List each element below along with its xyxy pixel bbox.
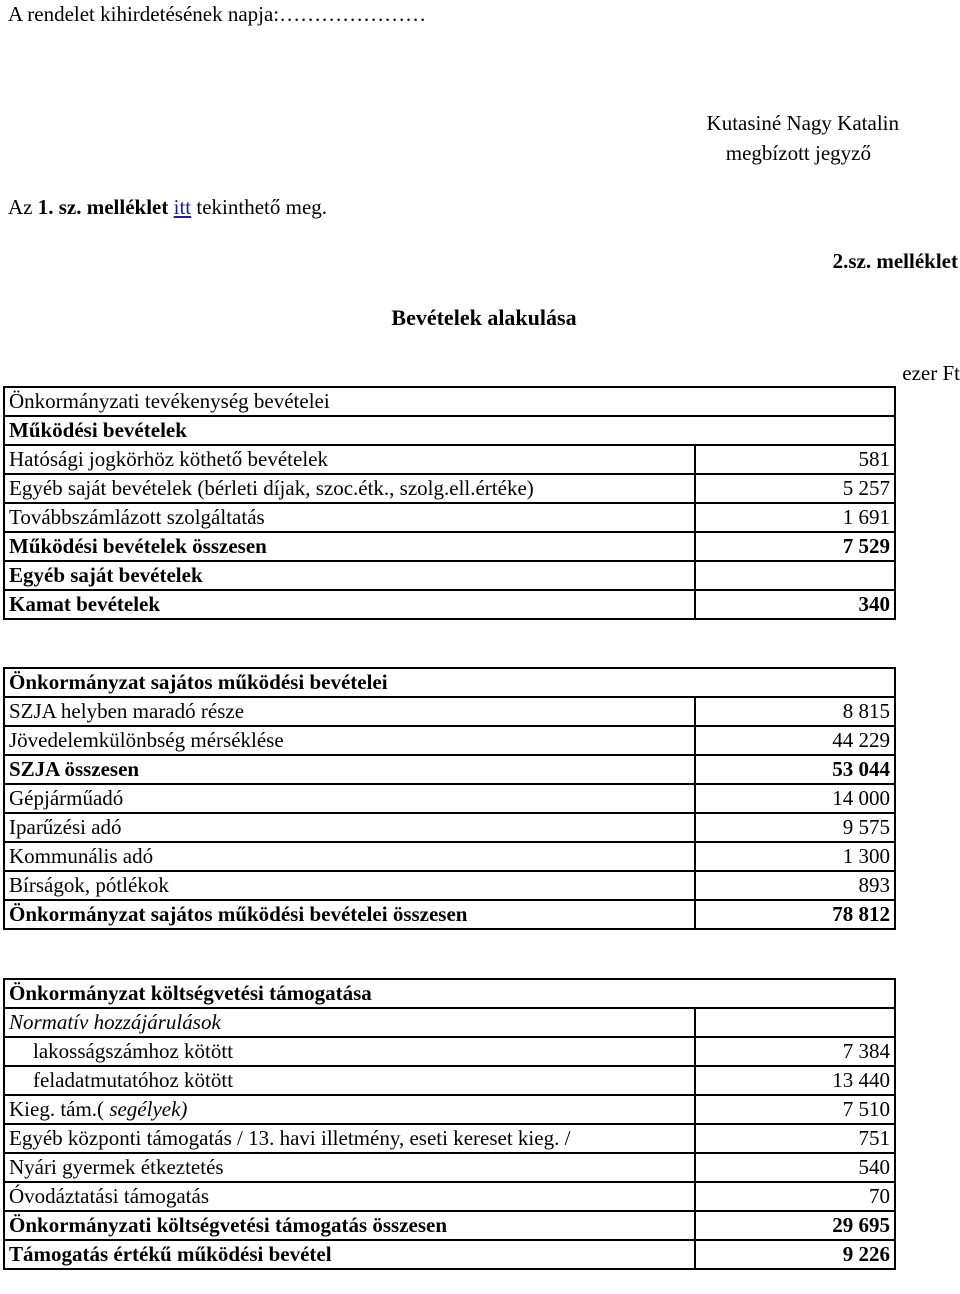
signer-title: megbízott jegyző — [725, 141, 871, 165]
row-value: 14 000 — [695, 784, 895, 813]
table-row — [4, 784, 895, 813]
table-row — [4, 1095, 895, 1124]
operating-revenue-table — [3, 386, 896, 620]
total-label: Működési bevételek összesen — [4, 532, 695, 561]
table-row — [4, 697, 895, 726]
total-label: Önkormányzat sajátos működési bevételei összesen — [4, 900, 695, 929]
annex-reference — [8, 195, 327, 220]
total-value: 29 695 — [695, 1211, 895, 1240]
row-value: 9 575 — [695, 813, 895, 842]
row-value: 70 — [695, 1182, 895, 1211]
subsection-heading: Működési bevételek — [4, 416, 895, 445]
annex-label: 2.sz. melléklet — [832, 249, 958, 273]
total-value: 7 529 — [695, 532, 895, 561]
total-label: Önkormányzati költségvetési támogatás összesen — [4, 1211, 695, 1240]
row-value: 7 384 — [695, 1037, 895, 1066]
page-title: Bevételek alakulása — [391, 305, 577, 330]
section-heading: Önkormányzat költségvetési támogatása — [4, 979, 895, 1008]
table-row — [4, 726, 895, 755]
row-label: Egyéb saját bevételek — [4, 561, 695, 590]
table-row — [4, 1037, 895, 1066]
ref-suffix: tekinthető meg. — [196, 195, 328, 219]
table-row — [4, 474, 895, 503]
signature-block — [0, 108, 899, 168]
unit-label: ezer Ft — [902, 361, 960, 385]
row-value: 1 691 — [695, 503, 895, 532]
row-label: Nyári gyermek étkeztetés — [4, 1153, 695, 1182]
row-label: Iparűzési adó — [4, 813, 695, 842]
row-value: 44 229 — [695, 726, 895, 755]
table-row — [4, 532, 895, 561]
row-label: Egyéb saját bevételek (bérleti díjak, szoc.étk., szolg.ell.értéke) — [4, 474, 695, 503]
row-value: 893 — [695, 871, 895, 900]
kieg-italic: segélyek) — [104, 1097, 188, 1121]
row-value: 7 510 — [695, 1095, 895, 1124]
row-label: Bírságok, pótlékok — [4, 871, 695, 900]
promulgation-date-line: A rendelet kihirdetésének napja:………………… — [8, 2, 427, 26]
special-revenue-table — [3, 667, 896, 930]
ref-annex-name: 1. sz. melléklet — [37, 195, 169, 219]
row-label: Gépjárműadó — [4, 784, 695, 813]
table-row — [4, 668, 895, 697]
row-value: 5 257 — [695, 474, 895, 503]
row-label: feladatmutatóhoz kötött — [4, 1066, 695, 1095]
row-value: 1 300 — [695, 842, 895, 871]
kieg-prefix: Kieg. tám.( — [9, 1097, 105, 1121]
table-row — [4, 1211, 895, 1240]
row-label: Kamat bevételek — [4, 590, 695, 619]
table-row — [4, 1124, 895, 1153]
row-label — [4, 1095, 695, 1124]
row-value: 8 815 — [695, 697, 895, 726]
table-row — [4, 416, 895, 445]
row-label: Jövedelemkülönbség mérséklése — [4, 726, 695, 755]
total-value: 78 812 — [695, 900, 895, 929]
row-value: 13 440 — [695, 1066, 895, 1095]
row-label: Egyéb központi támogatás / 13. havi illetmény, eseti kereset kieg. / — [4, 1124, 695, 1153]
row-label: Hatósági jogkörhöz köthető bevételek — [4, 445, 695, 474]
row-value: 9 226 — [695, 1240, 895, 1269]
section-heading: Önkormányzat sajátos működési bevételei — [4, 668, 895, 697]
row-label: Normatív hozzájárulások — [4, 1008, 695, 1037]
annex-link[interactable]: itt — [173, 195, 192, 219]
row-label: SZJA helyben maradó része — [4, 697, 695, 726]
table-row — [4, 503, 895, 532]
row-label: lakosságszámhoz kötött — [4, 1037, 695, 1066]
table-row — [4, 590, 895, 619]
table-row — [4, 561, 895, 590]
total-label: SZJA összesen — [4, 755, 695, 784]
total-value: 53 044 — [695, 755, 895, 784]
table-row — [4, 1182, 895, 1211]
ref-prefix: Az — [8, 195, 33, 219]
table-row — [4, 979, 895, 1008]
budget-support-table — [3, 978, 896, 1270]
row-label: Támogatás értékű működési bevétel — [4, 1240, 695, 1269]
row-value: 751 — [695, 1124, 895, 1153]
row-value: 581 — [695, 445, 895, 474]
table-row — [4, 445, 895, 474]
table-row — [4, 813, 895, 842]
section-heading: Önkormányzati tevékenység bevételei — [4, 387, 895, 416]
table-row — [4, 1153, 895, 1182]
row-value — [695, 1008, 895, 1037]
row-value: 540 — [695, 1153, 895, 1182]
row-label: Továbbszámlázott szolgáltatás — [4, 503, 695, 532]
row-value — [695, 561, 895, 590]
table-row — [4, 900, 895, 929]
table-row — [4, 1066, 895, 1095]
table-row — [4, 871, 895, 900]
row-label: Kommunális adó — [4, 842, 695, 871]
table-row — [4, 842, 895, 871]
row-label: Óvodáztatási támogatás — [4, 1182, 695, 1211]
signer-name: Kutasiné Nagy Katalin — [706, 111, 899, 135]
table-row — [4, 755, 895, 784]
table-row — [4, 1008, 895, 1037]
table-row — [4, 1240, 895, 1269]
table-row — [4, 387, 895, 416]
row-value: 340 — [695, 590, 895, 619]
